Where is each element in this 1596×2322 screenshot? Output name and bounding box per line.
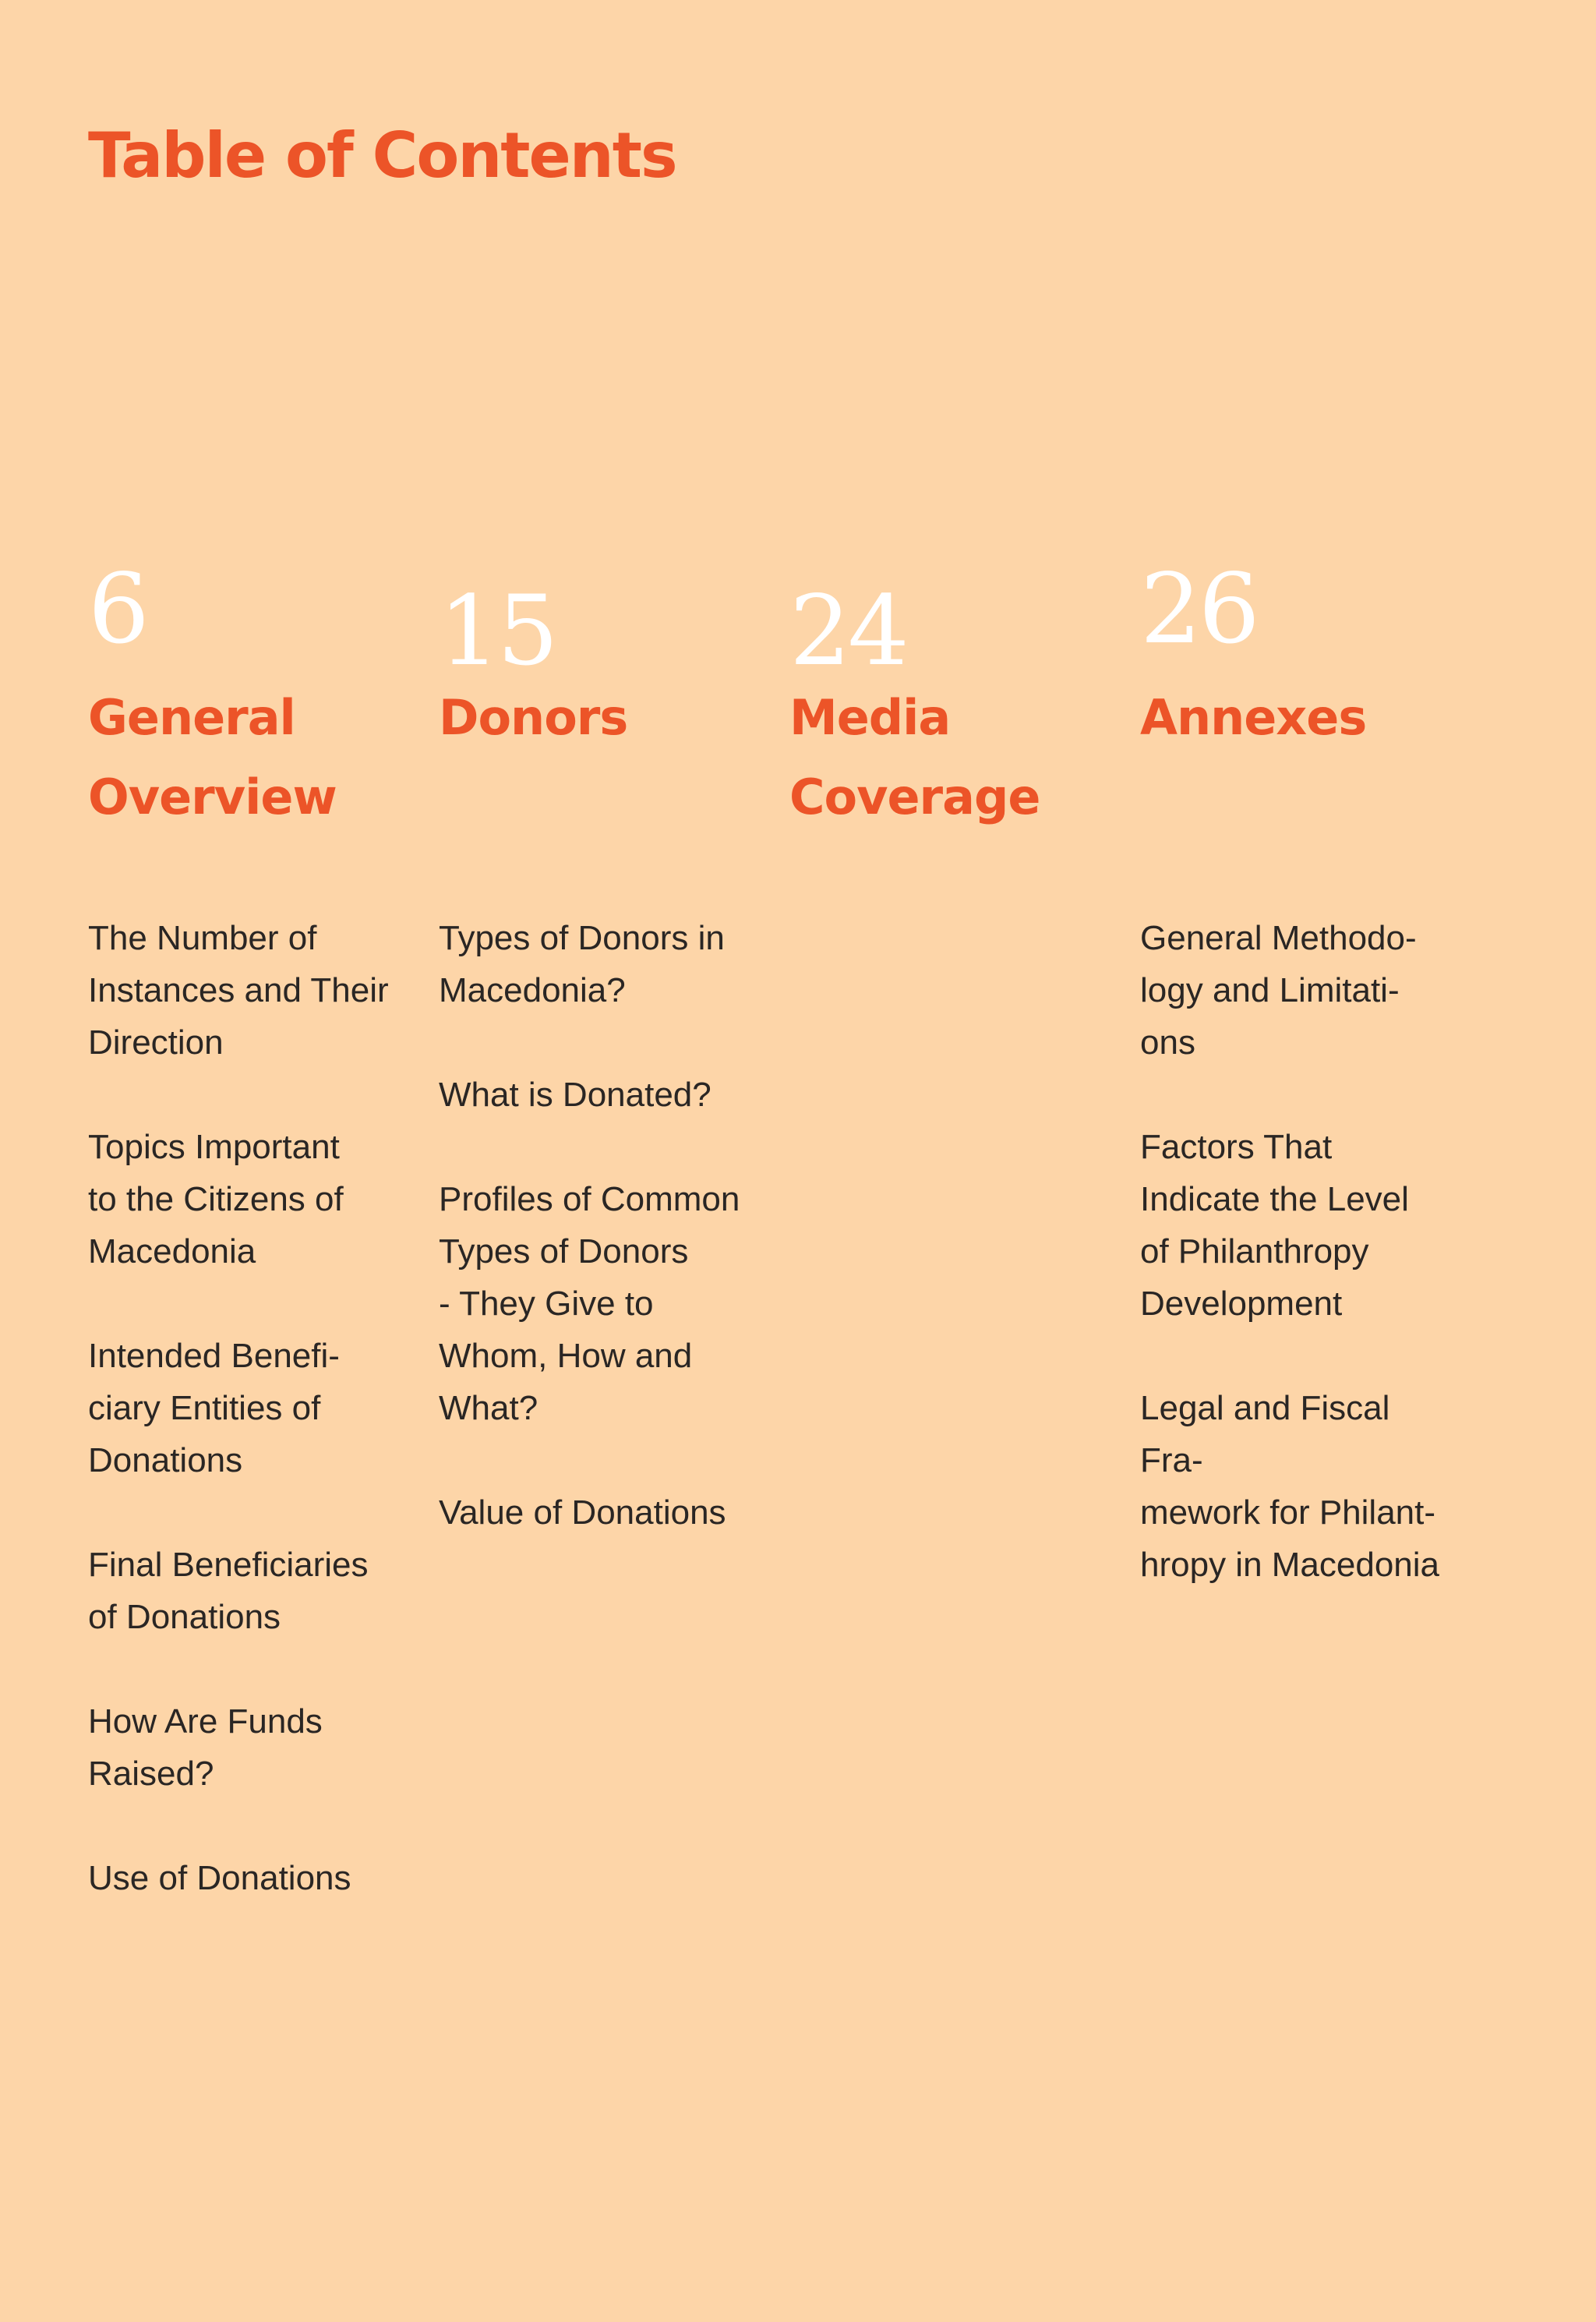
page-title: Table of Contents [88,119,676,192]
toc-entry[interactable]: Types of Donors in Macedonia? [439,919,725,1009]
section-title[interactable]: General Overview [88,689,337,825]
toc-entry[interactable]: Factors That Indicate the Level of Philanthropy Development [1140,1128,1409,1323]
section-page-number: 24 [789,575,906,687]
toc-section-general-overview [88,553,400,1956]
toc-entry[interactable]: Value of Donations [439,1493,726,1532]
section-page-number: 26 [1140,553,1257,666]
toc-entry[interactable]: The Number of Instances and Their Direction [88,919,389,1062]
toc-section-media-coverage [789,561,1101,912]
section-entries [88,912,400,1904]
toc-entry[interactable]: Legal and Fiscal Fra- mework for Philant- hropy in Macedonia [1140,1389,1440,1584]
section-title[interactable]: Annexes [1140,689,1367,746]
section-page-number: 15 [439,575,556,687]
toc-entry[interactable]: General Methodo- logy and Limitati- ons [1140,919,1417,1062]
toc-entry[interactable]: What is Donated? [439,1076,711,1114]
section-page-number: 6 [88,553,147,666]
section-entries [439,912,750,1539]
toc-entry[interactable]: Profiles of Common Types of Donors - They Give to Whom, How and What? [439,1180,740,1427]
toc-entry[interactable]: Use of Donations [88,1859,351,1897]
section-entries [1140,912,1452,1591]
toc-section-donors [439,561,750,1591]
toc-entry[interactable]: Final Beneficiaries of Donations [88,1546,369,1636]
toc-section-annexes [1140,553,1452,1643]
section-title[interactable]: Donors [439,689,628,746]
toc-entry[interactable]: Intended Benefi- ciary Entities of Donations [88,1337,340,1479]
toc-entry[interactable]: How Are Funds Raised? [88,1702,323,1793]
toc-entry[interactable]: Topics Important to the Citizens of Macedonia [88,1128,344,1271]
section-title[interactable]: Media Coverage [789,689,1040,825]
